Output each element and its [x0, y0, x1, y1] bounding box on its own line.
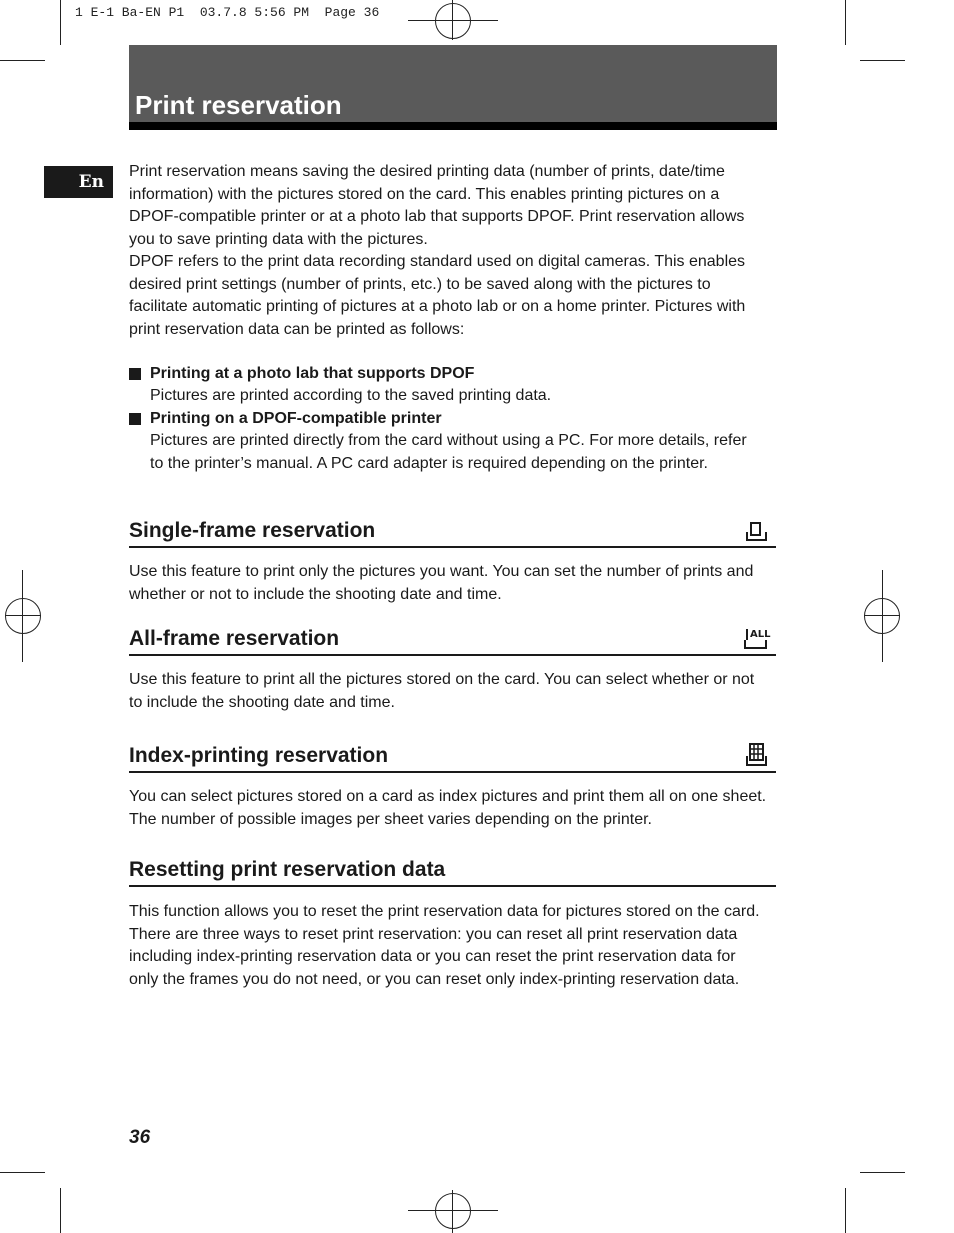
square-bullet-icon [129, 368, 141, 380]
section-heading [129, 517, 776, 548]
bullet-heading [129, 363, 474, 386]
single-print-icon [746, 522, 768, 542]
section-title: Index-printing reservation [129, 744, 389, 767]
registration-mark [864, 570, 900, 662]
crop-mark [60, 0, 61, 45]
crop-mark [845, 0, 846, 45]
intro-paragraph: Print reservation means saving the desired printing data (number of prints, date/time information) with the pictures stored on the card. This enables printing pictures on a DPOF-compatible printer or at a photo lab that supports DPOF. Print reservation allows you to save printing data with the pictures. [129, 163, 745, 248]
section-heading [129, 625, 776, 656]
header-rule [129, 122, 777, 130]
intro-paragraph: DPOF refers to the print data recording standard used on digital cameras. This enables desired print settings (number of prints, etc.) to be saved along with the pictures to facilitate automatic printing of pictures at a photo lab or on a home printer. Pictures with print reservation data can be printed as follows: [129, 253, 746, 338]
section-title: All-frame reservation [129, 627, 340, 650]
section-title: Resetting print reservation data [129, 858, 446, 881]
bullet-heading [129, 408, 442, 431]
bullet-title: Printing at a photo lab that supports DPOF [150, 365, 475, 382]
section-heading [129, 856, 776, 887]
index-print-icon [746, 743, 768, 767]
crop-mark [860, 60, 905, 61]
crop-mark [0, 1172, 45, 1173]
all-print-icon [744, 626, 771, 650]
section-body: Use this feature to print all the pictures stored on the card. You can select whether or not to include the shooting date and time. [129, 671, 755, 711]
registration-mark [5, 570, 41, 662]
page-title: Print reservation [135, 90, 342, 120]
crop-mark [0, 60, 45, 61]
section-body: You can select pictures stored on a card as index pictures and print them all on one sheet. The number of possible images per sheet varies depending on the printer. [129, 788, 767, 828]
intro-text [129, 161, 769, 341]
crop-mark [60, 1188, 61, 1233]
all-icon-label: ALL [750, 629, 771, 640]
section-body: Use this feature to print only the pictures you want. You can set the number of prints and whether or not to include the shooting date and time. [129, 563, 754, 603]
bullet-title: Printing on a DPOF-compatible printer [150, 410, 442, 427]
registration-mark [408, 0, 498, 40]
section-title: Single-frame reservation [129, 519, 376, 542]
bullet-body: Pictures are printed according to the saved printing data. [150, 387, 552, 404]
bullet-body: Pictures are printed directly from the card without using a PC. For more details, refer to the printer’s manual. A PC card adapter is required depending on the printer. [150, 432, 747, 472]
section-heading [129, 742, 776, 773]
square-bullet-icon [129, 413, 141, 425]
registration-mark [408, 1190, 498, 1233]
language-tab: En [44, 166, 113, 198]
print-slug: 1 E-1 Ba-EN P1 03.7.8 5:56 PM Page 36 [75, 5, 380, 20]
crop-mark [860, 1172, 905, 1173]
section-body: This function allows you to reset the print reservation data for pictures stored on the card. There are three ways to reset print reservation: you can reset all print reservation data including index-printing reservation data or you can reset the print reservation data for only the frames you do not need, or you can reset only index-printing reservation data. [129, 903, 760, 988]
crop-mark [845, 1188, 846, 1233]
page-number: 36 [129, 1127, 151, 1148]
